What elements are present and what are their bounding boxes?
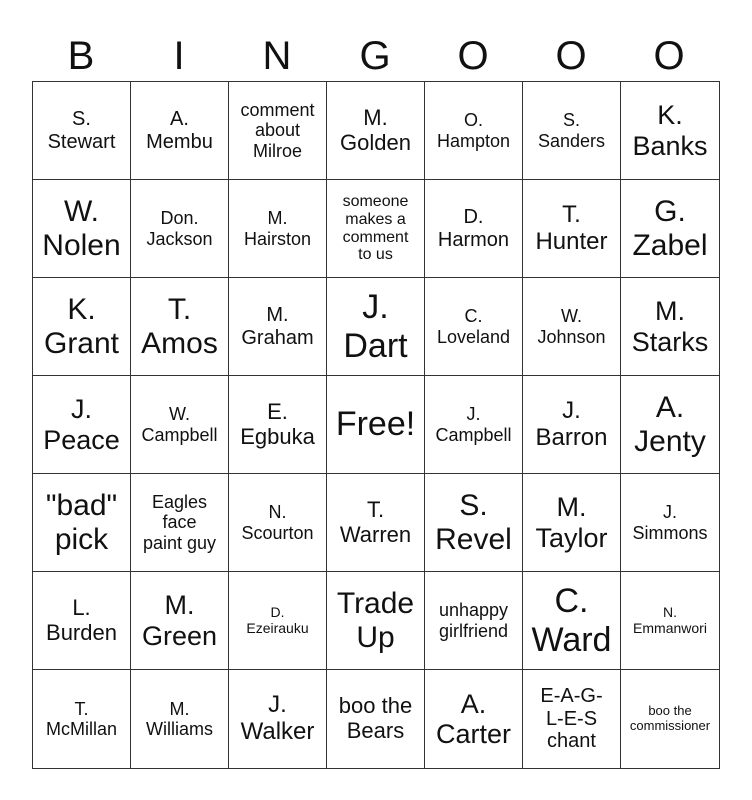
cell-text: M. Taylor xyxy=(535,492,608,553)
bingo-cell[interactable] xyxy=(229,376,327,474)
cell-text: D. Ezeirauku xyxy=(246,603,309,636)
cell-text: unhappy girlfriend xyxy=(438,600,509,641)
cell-text: J. Campbell xyxy=(435,404,512,445)
cell-text: Trade Up xyxy=(336,586,415,654)
cell-text: Eagles face paint guy xyxy=(142,492,217,553)
header-letter-o-1: O xyxy=(457,33,489,78)
bingo-cell[interactable] xyxy=(229,180,327,278)
cell-text: W. Johnson xyxy=(537,306,606,347)
bingo-cell[interactable] xyxy=(33,572,131,670)
cell-text: M. Starks xyxy=(631,296,709,357)
bingo-cell[interactable] xyxy=(131,376,229,474)
bingo-cell[interactable] xyxy=(425,82,523,180)
bingo-cell[interactable] xyxy=(621,278,719,376)
cell-text: J. Barron xyxy=(535,396,608,451)
cell-text: M. Hairston xyxy=(243,208,312,249)
cell-text: N. Scourton xyxy=(241,502,314,543)
bingo-cell[interactable] xyxy=(621,474,719,572)
cell-text: N. Emmanwori xyxy=(633,603,707,636)
bingo-cell[interactable] xyxy=(33,278,131,376)
bingo-cell[interactable] xyxy=(523,670,621,768)
cell-text: A. Carter xyxy=(435,688,511,749)
bingo-cell[interactable] xyxy=(33,376,131,474)
bingo-cell[interactable] xyxy=(33,474,131,572)
bingo-cell[interactable] xyxy=(131,82,229,180)
bingo-cell[interactable] xyxy=(33,670,131,768)
bingo-cell[interactable] xyxy=(229,572,327,670)
bingo-cell[interactable] xyxy=(327,474,425,572)
bingo-cell[interactable] xyxy=(425,474,523,572)
cell-text: T. Hunter xyxy=(535,200,608,255)
bingo-cell[interactable] xyxy=(327,376,425,474)
bingo-cell[interactable] xyxy=(131,180,229,278)
bingo-cell[interactable] xyxy=(425,572,523,670)
cell-text: comment about Milroe xyxy=(240,100,315,161)
bingo-cell[interactable] xyxy=(229,278,327,376)
cell-text: boo the commissioner xyxy=(629,703,711,733)
cell-text: M. Golden xyxy=(340,104,411,155)
cell-text: J. Peace xyxy=(43,394,120,455)
header-letter-i: I xyxy=(173,33,185,78)
bingo-cell[interactable] xyxy=(229,474,327,572)
cell-text: J. Simmons xyxy=(632,502,708,543)
cell-text: Free! xyxy=(335,405,416,444)
bingo-cell[interactable] xyxy=(327,278,425,376)
bingo-cell[interactable] xyxy=(425,376,523,474)
cell-text: E. Egbuka xyxy=(240,398,315,449)
cell-text: someone makes a comment to us xyxy=(342,192,409,264)
cell-text: J. Dart xyxy=(343,288,408,365)
cell-text: D. Harmon xyxy=(437,206,510,251)
cell-text: K. Grant xyxy=(43,292,120,360)
cell-text: M. Graham xyxy=(241,304,314,349)
cell-text: T. McMillan xyxy=(45,698,117,739)
bingo-board xyxy=(32,81,720,769)
bingo-cell[interactable] xyxy=(327,670,425,768)
cell-text: L. Burden xyxy=(46,594,117,645)
bingo-cell[interactable] xyxy=(131,474,229,572)
cell-text: M. Green xyxy=(141,590,218,651)
bingo-cell[interactable] xyxy=(425,670,523,768)
bingo-cell[interactable] xyxy=(621,670,719,768)
cell-text: T. Warren xyxy=(339,496,412,547)
header-letter-n: N xyxy=(262,33,292,78)
bingo-cell[interactable] xyxy=(621,572,719,670)
cell-text: A. Membu xyxy=(146,108,213,153)
cell-text: Don. Jackson xyxy=(146,208,213,249)
cell-text: "bad" pick xyxy=(45,488,118,556)
bingo-cell[interactable] xyxy=(131,572,229,670)
bingo-cell[interactable] xyxy=(131,670,229,768)
cell-text: C. Loveland xyxy=(436,306,511,347)
header-letter-g: G xyxy=(359,33,391,78)
cell-text: boo the Bears xyxy=(338,693,413,743)
cell-text: W. Campbell xyxy=(141,404,218,445)
cell-text: S. Sanders xyxy=(537,110,606,151)
bingo-cell[interactable] xyxy=(621,82,719,180)
cell-text: W. Nolen xyxy=(42,194,121,262)
bingo-cell[interactable] xyxy=(229,82,327,180)
bingo-cell[interactable] xyxy=(425,180,523,278)
header-letter-o-3: O xyxy=(653,33,685,78)
bingo-cell[interactable] xyxy=(229,670,327,768)
cell-text: O. Hampton xyxy=(436,110,511,151)
bingo-cell[interactable] xyxy=(523,82,621,180)
cell-text: A. Jenty xyxy=(634,390,706,458)
bingo-cell[interactable] xyxy=(523,278,621,376)
cell-text: C. Ward xyxy=(531,582,612,659)
bingo-cell[interactable] xyxy=(33,180,131,278)
bingo-cell[interactable] xyxy=(621,180,719,278)
cell-text: K. Banks xyxy=(632,100,708,161)
bingo-cell[interactable] xyxy=(425,278,523,376)
cell-text: T. Amos xyxy=(141,292,218,360)
bingo-header xyxy=(32,30,720,82)
bingo-cell[interactable] xyxy=(621,376,719,474)
bingo-cell[interactable] xyxy=(327,572,425,670)
bingo-cell[interactable] xyxy=(523,376,621,474)
bingo-cell[interactable] xyxy=(131,278,229,376)
bingo-cell[interactable] xyxy=(523,474,621,572)
cell-text: J. Walker xyxy=(240,691,315,745)
cell-text: E-A-G- L-E-S chant xyxy=(540,685,603,753)
cell-text: S. Stewart xyxy=(47,108,116,153)
cell-text: M. Williams xyxy=(146,698,213,739)
bingo-cell[interactable] xyxy=(33,82,131,180)
header-letter-o-2: O xyxy=(555,33,587,78)
cell-text: G. Zabel xyxy=(632,194,708,262)
bingo-cell[interactable] xyxy=(327,82,425,180)
bingo-cell[interactable] xyxy=(523,180,621,278)
cell-text: S. Revel xyxy=(435,488,512,556)
bingo-cell[interactable] xyxy=(327,180,425,278)
header-letter-b: B xyxy=(67,33,95,78)
bingo-cell[interactable] xyxy=(523,572,621,670)
